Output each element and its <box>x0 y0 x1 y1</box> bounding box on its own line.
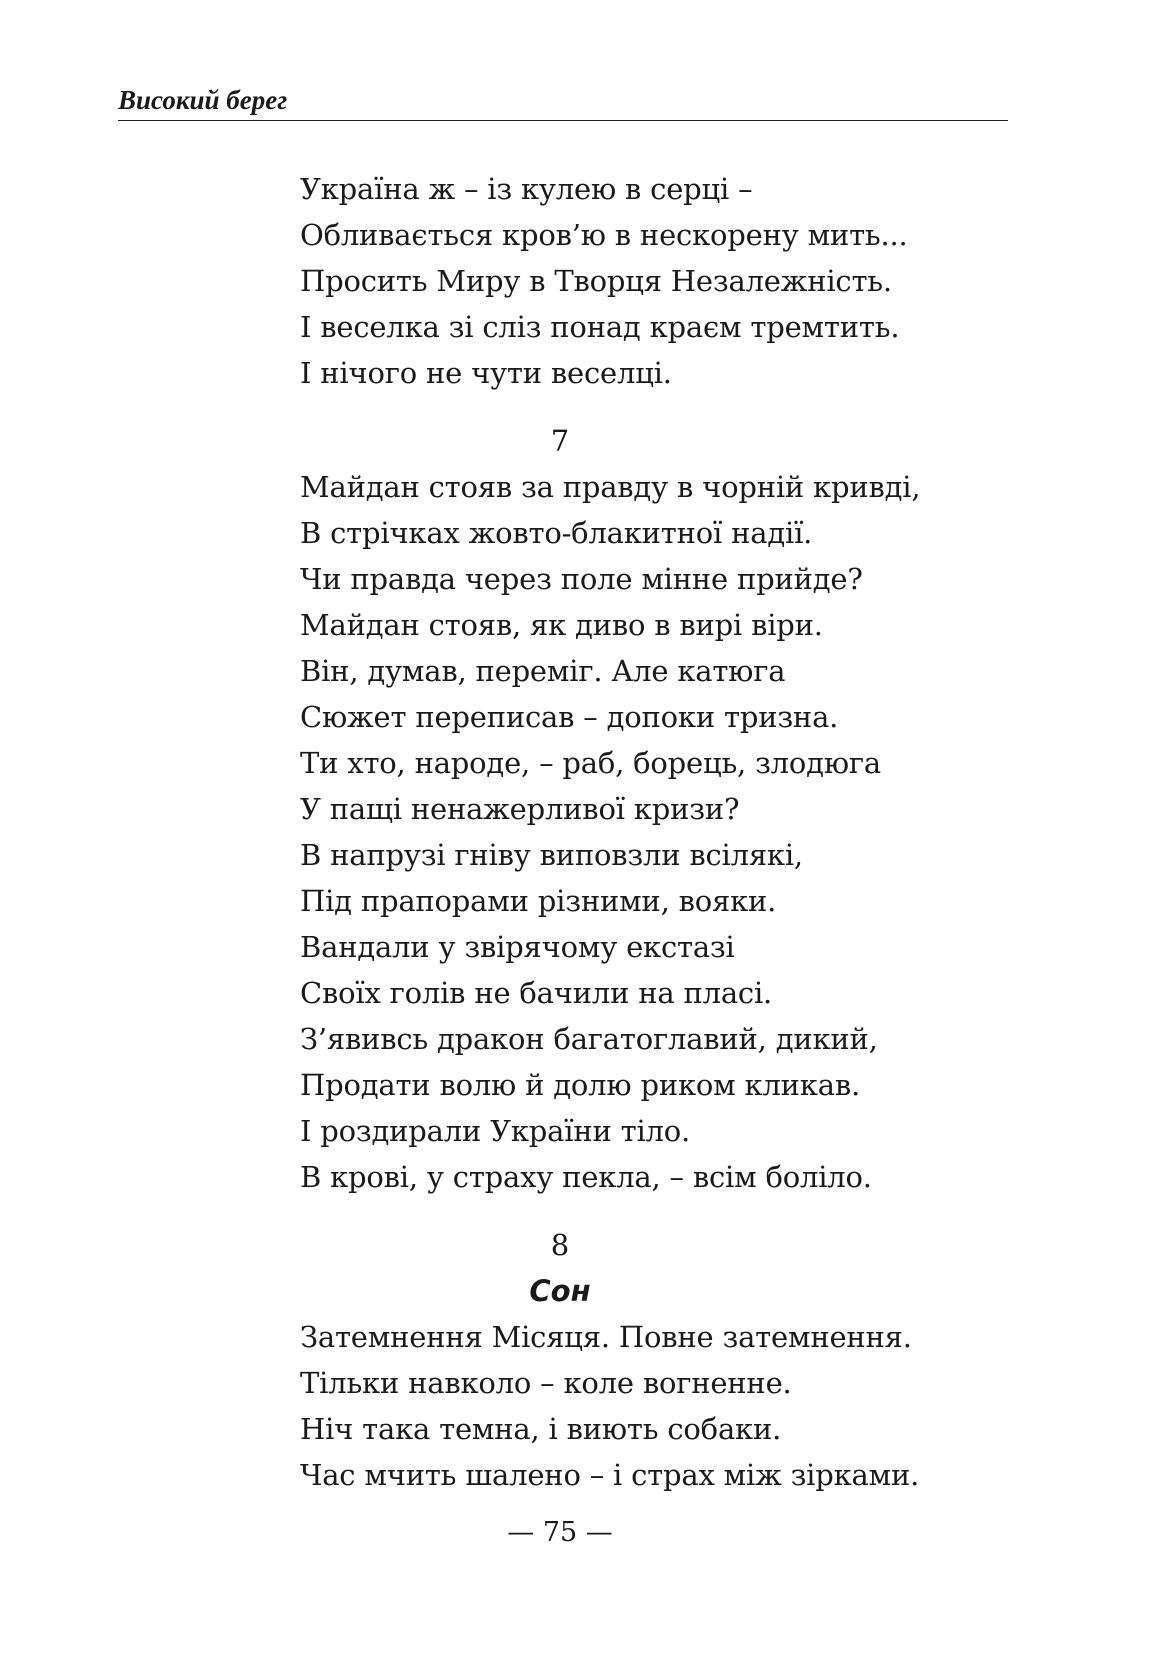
poem-body <box>300 166 1020 1498</box>
header-rule <box>118 120 1008 121</box>
poem-line: Своїх голів не бачили на пласі. <box>300 976 773 1010</box>
poem-line: В напрузі гніву виповзли всілякі, <box>300 838 803 872</box>
section-title: Сон <box>529 1274 591 1308</box>
poem-line: Затемнення Місяця. Повне затемнення. <box>300 1320 912 1354</box>
poem-line: І роздирали України тіло. <box>300 1114 691 1148</box>
poem-line: Час мчить шалено – і страх між зірками. <box>300 1458 920 1492</box>
poem-line: В крові, у страху пекла, – всім боліло. <box>300 1160 872 1194</box>
page-number: — 75 — <box>507 1517 613 1548</box>
running-head: Високий берег <box>118 85 288 115</box>
stanza-gap <box>300 396 1020 418</box>
section-8 <box>300 1222 1020 1498</box>
poem-line: Майдан стояв за правду в чорній кривді, <box>300 470 921 504</box>
poem-line: Тільки навколо – коле вогненне. <box>300 1366 792 1400</box>
poem-line: Вандали у звірячому екстазі <box>300 930 735 964</box>
poem-line: В стрічках жовто-блакитної надії. <box>300 516 813 550</box>
poem-line: Просить Миру в Творця Незалежність. <box>300 264 892 298</box>
section-number: 8 <box>550 1228 570 1262</box>
section-number: 7 <box>550 424 570 458</box>
poem-line: Під прапорами різними, вояки. <box>300 884 777 918</box>
poem-line: Сюжет переписав – допоки тризна. <box>300 700 839 734</box>
poem-line: У пащі ненажерливої кризи? <box>300 792 740 826</box>
stanza-gap <box>300 1200 1020 1222</box>
poem-line: Продати волю й долю риком кликав. <box>300 1068 860 1102</box>
poem-line: Ніч така темна, і виють собаки. <box>300 1412 782 1446</box>
poem-line: Обливається кров’ю в нескорену мить... <box>300 218 908 252</box>
poem-line: Україна ж – із кулею в серці – <box>300 172 753 206</box>
poem-line: І веселка зі сліз понад краєм тремтить. <box>300 310 900 344</box>
poem-line: Майдан стояв, як диво в вирі віри. <box>300 608 823 642</box>
section-7 <box>300 418 1020 1200</box>
poem-line: Він, думав, переміг. Але катюга <box>300 654 786 688</box>
poem-line: Ти хто, народе, – раб, борець, злодюга <box>300 746 881 780</box>
poem-line: І нічого не чути веселці. <box>300 356 672 390</box>
poem-line: Чи правда через поле мінне прийде? <box>300 562 863 596</box>
stanza-continuation <box>300 166 1020 396</box>
poem-line: З’явивсь дракон багатоглавий, дикий, <box>300 1022 878 1056</box>
